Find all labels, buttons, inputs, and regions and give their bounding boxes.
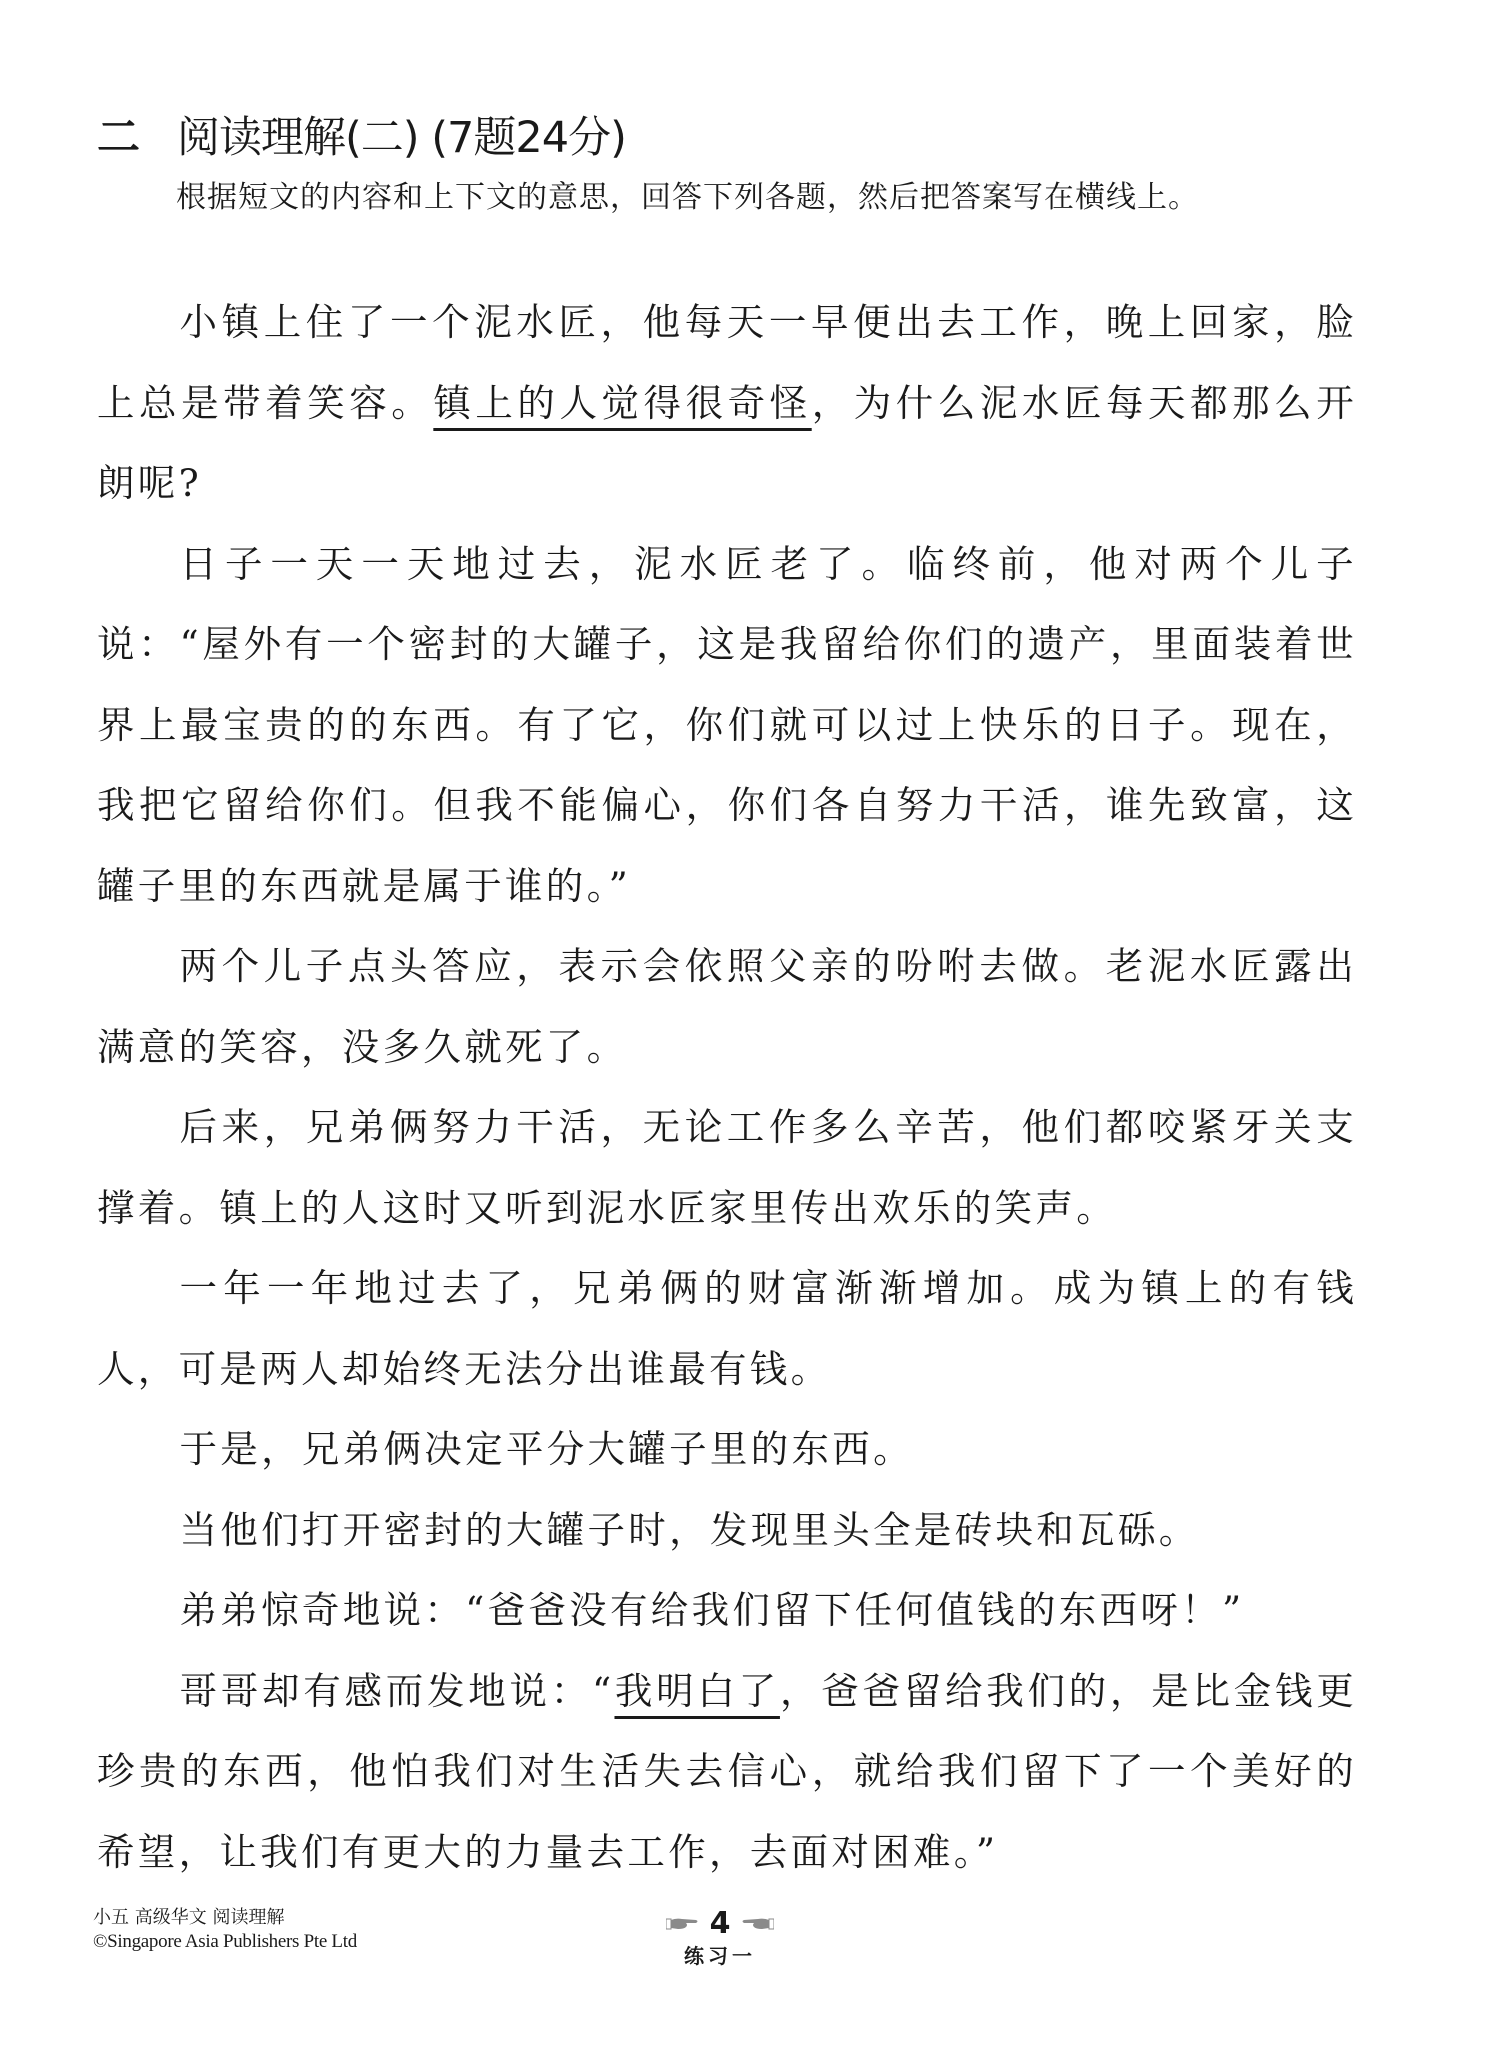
- copyright-notice: ©Singapore Asia Publishers Pte Ltd: [93, 1931, 357, 1952]
- section-header: [97, 112, 626, 164]
- footer-page-info: [660, 1908, 780, 1970]
- text-segment: ，爸爸留给我们的，是比金钱更珍贵的东西，他怕我们对生活失去信心，就给我们留下了一个美好的希望，让我们有更大的力量去工作，去面对困难。”: [97, 1668, 1357, 1874]
- paragraph-9: [97, 1651, 1357, 1893]
- instructions: 根据短文的内容和上下文的意思，回答下列各题，然后把答案写在横线上。: [176, 180, 1199, 215]
- text-segment: 日子一天一天地过去，泥水匠老了。临终前，他对两个儿子说：“屋外有一个密封的大罐子，这是我留给你们的遗产，里面装着世界上最宝贵的的东西。有了它，你们就可以过上快乐的日子。现在，我把它留给你们。但我不能偏心，你们各自努力干活，谁先致富，这罐子里的东西就是属于谁的。”: [97, 541, 1357, 908]
- paragraph-1: [97, 282, 1357, 524]
- pointing-hand-left-icon: [740, 1917, 774, 1931]
- page-number: 4: [709, 1906, 731, 1941]
- exercise-label: 练习一: [684, 1944, 756, 1968]
- section-title: 阅读理解(二) (7题24分): [177, 113, 626, 163]
- text-segment: 当他们打开密封的大罐子时，发现里头全是砖块和瓦砾。: [179, 1507, 1200, 1552]
- underlined-phrase: 我明白了: [614, 1668, 780, 1713]
- paragraph-5: [97, 1248, 1357, 1409]
- section-number: 二: [97, 113, 140, 163]
- text-segment: 小镇上住了一个泥水匠，他每天一早便出去工作，晚上回家，脸上总是带着笑容。: [97, 300, 1357, 425]
- text-segment: 弟弟惊奇地说：“爸爸没有给我们留下任何值钱的东西呀！”: [179, 1588, 1245, 1632]
- book-title: 小五 高级华文 阅读理解: [93, 1907, 285, 1928]
- paragraph-7: [97, 1490, 1357, 1571]
- text-segment: 后来，兄弟俩努力干活，无论工作多么辛苦，他们都咬紧牙关支撑着。镇上的人这时又听到泥水匠家里传出欢乐的笑声。: [97, 1105, 1357, 1230]
- paragraph-8: [97, 1570, 1357, 1651]
- text-segment: 于是，兄弟俩决定平分大罐子里的东西。: [179, 1427, 914, 1471]
- paragraph-6: [97, 1409, 1357, 1490]
- reading-passage: [97, 282, 1357, 1892]
- text-segment: 哥哥却有感而发地说：“: [179, 1668, 615, 1713]
- paragraph-2: [97, 524, 1357, 927]
- pointing-hand-right-icon: [666, 1917, 700, 1931]
- text-segment: 两个儿子点头答应，表示会依照父亲的吩咐去做。老泥水匠露出满意的笑容，没多久就死了。: [97, 944, 1357, 1069]
- underlined-phrase: 镇上的人觉得很奇怪: [433, 380, 812, 425]
- footer-publisher-info: [93, 1906, 357, 1954]
- text-segment: ，为什么泥水匠每天都那么开朗呢?: [97, 380, 1357, 505]
- paragraph-3: [97, 926, 1357, 1087]
- paragraph-4: [97, 1087, 1357, 1248]
- text-segment: 一年一年地过去了，兄弟俩的财富渐渐增加。成为镇上的有钱人，可是两人却始终无法分出谁最有钱。: [97, 1266, 1357, 1391]
